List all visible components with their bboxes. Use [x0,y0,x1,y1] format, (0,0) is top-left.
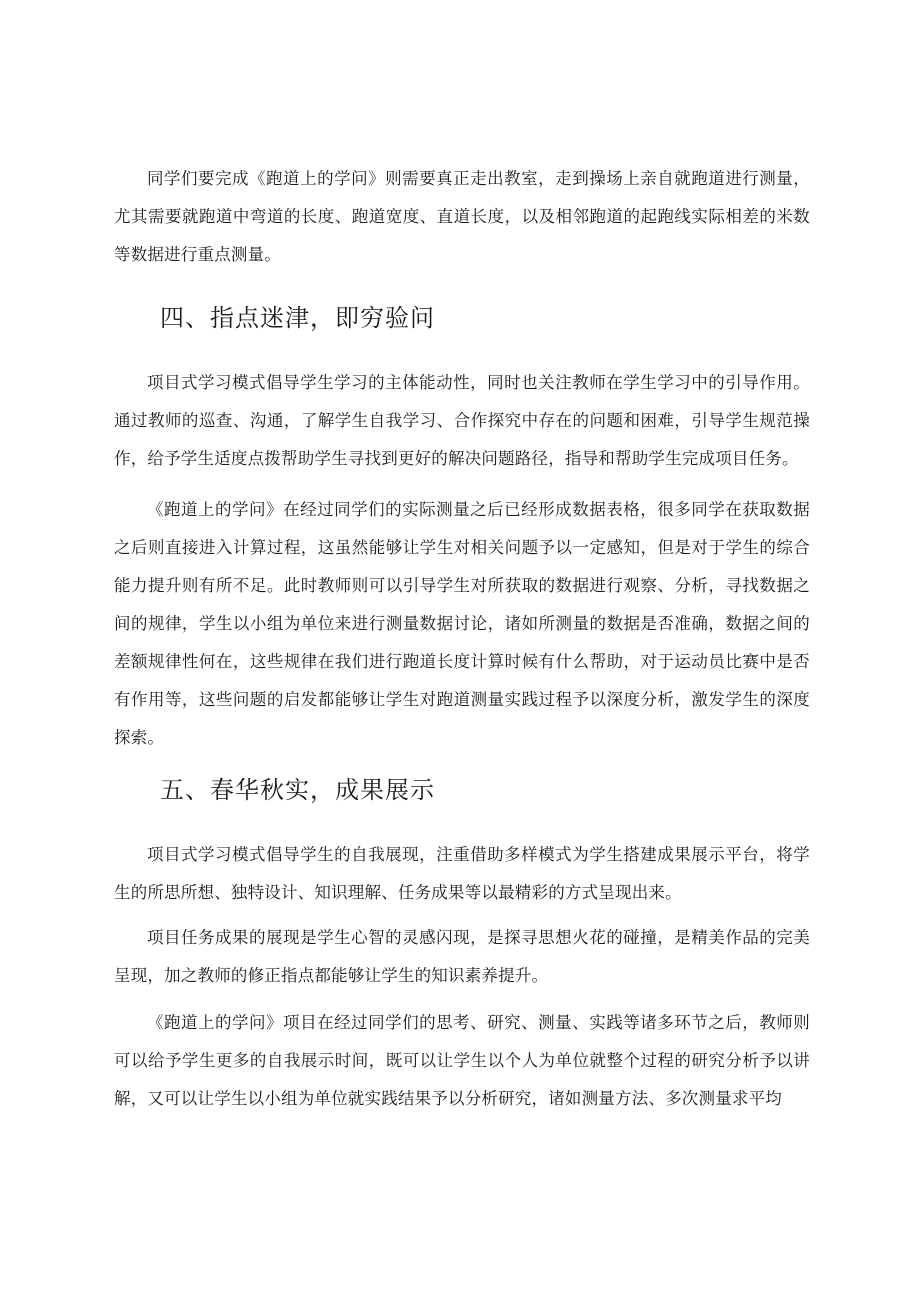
paragraph-data-analysis [114,491,810,757]
paragraph-text: 《跑道上的学问》在经过同学们的实际测量之后已经形成数据表格，很多同学在获取数据之后则直接进入计算过程，这虽然能够让学生对相关问题予以一定感知，但是对于学生的综合能力提升则有所不足。此时教师则可以引导学生对所获取的数据进行观察、分析，寻找数据之间的规律，学生以小组为单位来进行测量数据讨论，诸如所测量的数据是否准确，数据之间的差额规律性何在，这些规律在我们进行跑道长度计算时候有什么帮助，对于运动员比赛中是否有作用等，这些问题的启发都能够让学生对跑道测量实践过程予以深度分析，激发学生的深度探索。 [114,500,810,747]
paragraph-results-display [114,919,810,995]
paragraph-project-summary [114,1004,810,1118]
paragraph-teacher-guidance [114,364,810,478]
paragraph-measurement-intro [114,160,810,274]
paragraph-text: 项目任务成果的展现是学生心智的灵感闪现，是探寻思想火花的碰撞，是精美作品的完美呈现，加之教师的修正指点都能够让学生的知识素养提升。 [114,928,810,985]
paragraph-text: 项目式学习模式倡导学生学习的主体能动性，同时也关注教师在学生学习中的引导作用。通过教师的巡查、沟通，了解学生自我学习、合作探究中存在的问题和困难，引导学生规范操作，给予学生适度点拨帮助学生寻找到更好的解决问题路径，指导和帮助学生完成项目任务。 [114,373,810,468]
paragraph-text: 《跑道上的学问》项目在经过同学们的思考、研究、测量、实践等诸多环节之后，教师则可以给予学生更多的自我展示时间，既可以让学生以个人为单位就整个过程的研究分析予以讲解，又可以让学生以小组为单位就实践结果予以分析研究，诸如测量方法、多次测量求平均 [114,1013,810,1108]
paragraph-text: 项目式学习模式倡导学生的自我展现，注重借助多样模式为学生搭建成果展示平台，将学生的所思所想、独特设计、知识理解、任务成果等以最精彩的方式呈现出来。 [114,845,810,902]
paragraph-text: 同学们要完成《跑道上的学问》则需要真正走出教室，走到操场上亲自就跑道进行测量，尤其需要就跑道中弯道的长度、跑道宽度、直道长度，以及相邻跑道的起跑线实际相差的米数等数据进行重点测量。 [114,169,810,264]
section-heading-4: 四、指点迷津，即穷验问 [160,304,435,332]
section-heading-5: 五、春华秋实，成果展示 [160,776,435,804]
paragraph-self-presentation [114,836,810,912]
